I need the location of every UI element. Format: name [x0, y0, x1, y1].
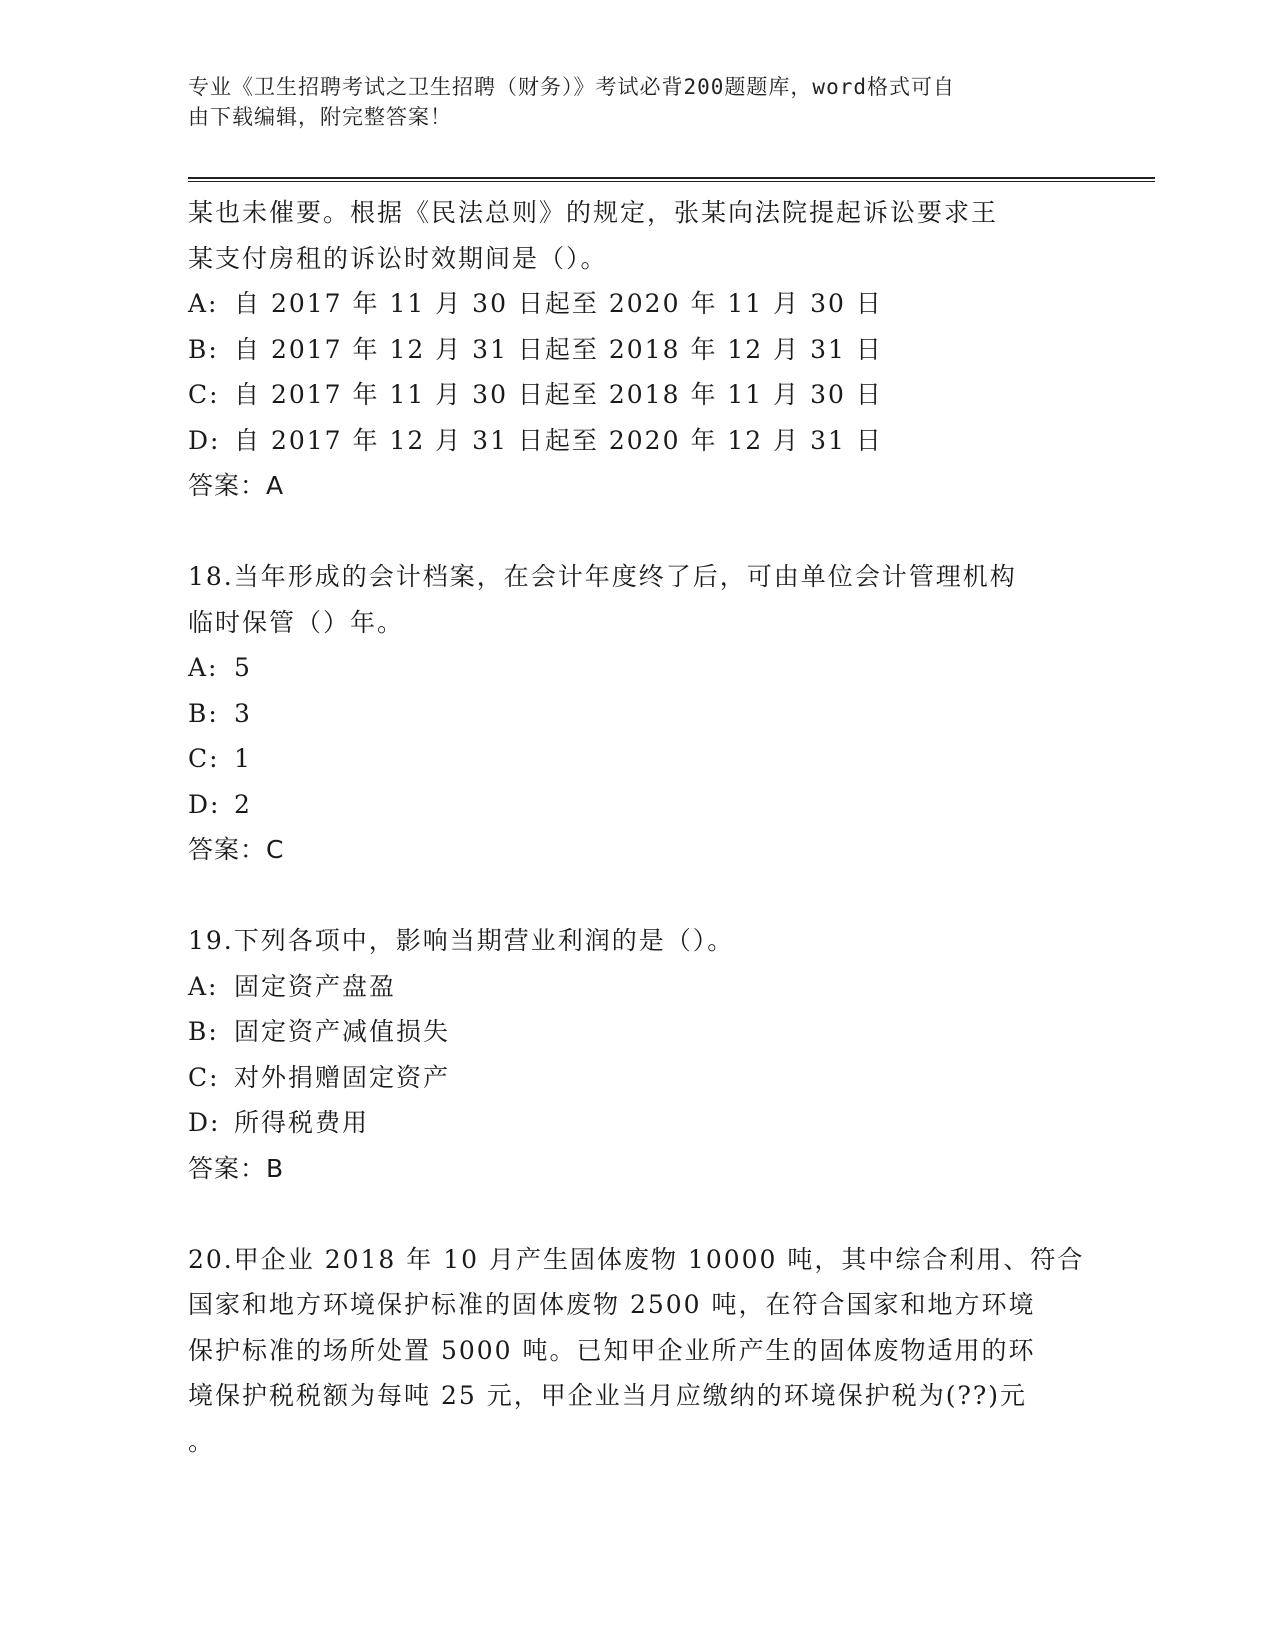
option-d [188, 418, 1088, 464]
option-b [188, 691, 1088, 737]
option-d [188, 1100, 1088, 1146]
option-text: 固定资产减值损失 [234, 1017, 451, 1046]
question-17 [188, 190, 1088, 509]
question-stem-line: 。 [188, 1426, 216, 1456]
answer-line: 答案：B [188, 1153, 285, 1183]
option-a [188, 645, 1088, 691]
option-text: 对外捐赠固定资产 [234, 1062, 451, 1092]
option-a [188, 281, 1088, 327]
option-label: D: [188, 425, 221, 455]
question-stem-line: 19.下列各项中，影响当期营业利润的是（）。 [188, 926, 735, 955]
option-text: 2 [234, 789, 252, 819]
option-b [188, 1009, 1088, 1055]
option-text: 1 [234, 744, 252, 773]
option-label: A: [188, 971, 219, 1001]
option-label: B: [188, 1017, 219, 1046]
option-label: C: [188, 1062, 220, 1092]
option-label: D: [188, 1108, 221, 1137]
option-text: 3 [234, 698, 252, 728]
question-stem-line: 某也未催要。根据《民法总则》的规定，张某向法院提起诉讼要求王 [188, 198, 999, 227]
option-label: B: [188, 698, 219, 728]
option-text: 所得税费用 [234, 1108, 370, 1137]
header-line-1: 专业《卫生招聘考试之卫生招聘（财务）》考试必背200题题库，word格式可自 [188, 75, 955, 99]
question-19 [188, 918, 1088, 1191]
option-label: C: [188, 744, 220, 773]
question-stem-line: 国家和地方环境保护标准的固体废物 2500 吨，在符合国家和地方环境 [188, 1290, 1036, 1319]
question-stem-line: 保护标准的场所处置 5000 吨。已知甲企业所产生的固体废物适用的环 [188, 1335, 1036, 1365]
spacer [188, 1191, 1088, 1237]
option-label: A: [188, 653, 219, 682]
option-label: C: [188, 380, 220, 409]
question-stem-line: 临时保管（）年。 [188, 607, 405, 637]
option-label: D: [188, 789, 221, 819]
question-stem-line: 境保护税税额为每吨 25 元，甲企业当月应缴纳的环境保护税为(??)元 [188, 1381, 1028, 1410]
option-text: 自 2017 年 12 月 31 日起至 2020 年 12 月 31 日 [234, 425, 883, 455]
question-stem-line: 某支付房租的诉讼时效期间是（）。 [188, 243, 608, 273]
spacer [188, 509, 1088, 555]
document-body [188, 190, 1088, 1464]
question-stem-line: 18.当年形成的会计档案，在会计年度终了后，可由单位会计管理机构 [188, 562, 1017, 591]
option-label: A: [188, 289, 219, 318]
header-line-2: 由下载编辑，附完整答案！ [188, 105, 452, 129]
document-header [188, 72, 1068, 132]
question-stem-line: 20.甲企业 2018 年 10 月产生固体废物 10000 吨，其中综合利用、符合 [188, 1244, 1085, 1274]
option-text: 5 [234, 653, 252, 682]
option-c [188, 372, 1088, 418]
option-text: 自 2017 年 12 月 31 日起至 2018 年 12 月 31 日 [234, 334, 883, 364]
header-divider [188, 177, 1155, 182]
option-text: 自 2017 年 11 月 30 日起至 2020 年 11 月 30 日 [234, 289, 883, 318]
option-text: 自 2017 年 11 月 30 日起至 2018 年 11 月 30 日 [234, 380, 883, 409]
answer-line: 答案：C [188, 835, 285, 864]
spacer [188, 873, 1088, 919]
question-20 [188, 1237, 1088, 1465]
option-c [188, 1055, 1088, 1101]
answer-line: 答案：A [188, 471, 285, 500]
option-label: B: [188, 334, 219, 364]
option-d [188, 782, 1088, 828]
option-a [188, 964, 1088, 1010]
option-c [188, 736, 1088, 782]
question-18 [188, 554, 1088, 873]
option-text: 固定资产盘盈 [234, 971, 397, 1001]
option-b [188, 327, 1088, 373]
